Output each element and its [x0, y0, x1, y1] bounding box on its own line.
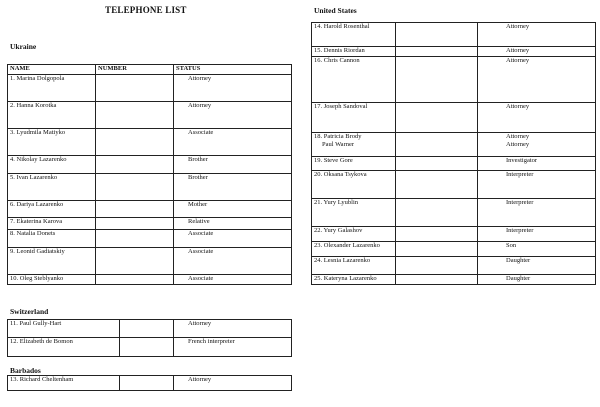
contact-status: Attorney — [478, 57, 596, 103]
table-row — [8, 102, 292, 129]
contact-number — [396, 227, 478, 242]
table-row — [8, 201, 292, 218]
contact-number — [396, 23, 478, 47]
table-row — [312, 157, 596, 171]
table-row — [312, 275, 596, 285]
table-row — [8, 275, 292, 285]
contact-name: 3. Lyudmila Matiyko — [8, 129, 96, 156]
contact-status: Daughter — [478, 275, 596, 285]
contact-status: Interpreter — [478, 171, 596, 199]
contact-status: Interpreter — [478, 227, 596, 242]
contact-name: 22. Yury Galashov — [312, 227, 396, 242]
contact-name: 15. Dennis Riordan — [312, 47, 396, 57]
table-row — [312, 242, 596, 257]
contact-number — [396, 257, 478, 275]
contact-name: 25. Kateryna Lazarenko — [312, 275, 396, 285]
contact-name: 5. Ivan Lazarenko — [8, 174, 96, 201]
table-row — [312, 133, 596, 157]
contact-name: 20. Oksana Tsykova — [312, 171, 396, 199]
contact-name: 7. Ekaterina Karova — [8, 218, 96, 230]
table-row — [312, 103, 596, 133]
table-row — [8, 218, 292, 230]
contact-name: 11. Paul Gully-Hart — [8, 320, 120, 338]
contact-number — [396, 57, 478, 103]
contact-number — [396, 242, 478, 257]
contact-status: Attorney — [478, 103, 596, 133]
contact-name: 18. Patricia Brody — [314, 133, 362, 140]
united-states-table — [311, 22, 596, 285]
table-row — [8, 376, 292, 391]
contact-name: 17. Joseph Sandoval — [312, 103, 396, 133]
contact-status: Associate — [174, 129, 292, 156]
contact-status: Attorney — [174, 102, 292, 129]
table-row — [8, 174, 292, 201]
contact-status-group — [478, 133, 596, 157]
contact-name: Paul Warner — [322, 141, 355, 148]
contact-status: Brother — [174, 156, 292, 174]
table-row — [312, 199, 596, 227]
contact-name: 23. Olexander Lazarenko — [312, 242, 396, 257]
contact-number — [396, 47, 478, 57]
contact-number — [396, 171, 478, 199]
contact-name: 9. Leonid Gadiatskiy — [8, 248, 96, 275]
contact-name: 21. Yury Lyublin — [312, 199, 396, 227]
contact-name: 16. Chris Cannon — [312, 57, 396, 103]
contact-number — [396, 133, 478, 157]
contact-status: Attorney — [506, 133, 530, 140]
contact-status: Attorney — [174, 376, 292, 391]
contact-status: Associate — [174, 230, 292, 248]
contact-status: Attorney — [506, 141, 530, 148]
contact-status: Son — [478, 242, 596, 257]
contact-name: 19. Steve Gore — [312, 157, 396, 171]
contact-name: 4. Nikolay Lazarenko — [8, 156, 96, 174]
country-heading-ukraine: Ukraine — [10, 42, 37, 51]
country-heading-united-states: United States — [314, 6, 357, 15]
table-row — [8, 230, 292, 248]
contact-status: Investigator — [478, 157, 596, 171]
page-title: TELEPHONE LIST — [105, 5, 187, 15]
table-row — [8, 248, 292, 275]
contact-name: 14. Harold Rosenthal — [312, 23, 396, 47]
table-row — [8, 129, 292, 156]
contact-name: 8. Natalia Donets — [8, 230, 96, 248]
contact-status: French interpreter — [174, 338, 292, 357]
contact-status: Attorney — [174, 75, 292, 102]
table-row — [8, 338, 292, 357]
country-heading-switzerland: Switzerland — [10, 307, 49, 316]
contact-number — [96, 75, 174, 102]
column-header-name: NAME — [8, 65, 96, 75]
table-row — [312, 23, 596, 47]
contact-name: 12. Elizabeth de Bomon — [8, 338, 120, 357]
contact-number — [396, 157, 478, 171]
table-row — [8, 75, 292, 102]
contact-name: 1. Marina Dolgopola — [8, 75, 96, 102]
contact-number — [120, 376, 174, 391]
contact-number — [120, 338, 174, 357]
contact-number — [96, 218, 174, 230]
contact-status: Interpreter — [478, 199, 596, 227]
table-row — [312, 57, 596, 103]
contact-number — [396, 199, 478, 227]
contact-status: Relative — [174, 218, 292, 230]
table-row — [312, 227, 596, 242]
contact-status: Associate — [174, 248, 292, 275]
contact-number — [396, 275, 478, 285]
table-header-row — [8, 65, 292, 75]
contact-name: 6. Dariya Lazarenko — [8, 201, 96, 218]
contact-status: Mother — [174, 201, 292, 218]
contact-status: Attorney — [174, 320, 292, 338]
contact-name-group — [312, 133, 396, 157]
contact-status: Attorney — [478, 23, 596, 47]
contact-number — [96, 230, 174, 248]
table-row — [8, 320, 292, 338]
contact-number — [96, 129, 174, 156]
switzerland-table — [7, 319, 292, 357]
contact-number — [120, 320, 174, 338]
table-row — [8, 156, 292, 174]
contact-name: 24. Lesnia Lazarenko — [312, 257, 396, 275]
contact-number — [96, 248, 174, 275]
contact-number — [96, 156, 174, 174]
table-row — [312, 257, 596, 275]
column-header-number: NUMBER — [96, 65, 174, 75]
contact-number — [396, 103, 478, 133]
contact-number — [96, 102, 174, 129]
contact-status: Associate — [174, 275, 292, 285]
barbados-table — [7, 375, 292, 391]
table-row — [312, 47, 596, 57]
country-heading-barbados: Barbados — [10, 366, 41, 375]
contact-number — [96, 174, 174, 201]
contact-number — [96, 201, 174, 218]
contact-status: Attorney — [478, 47, 596, 57]
contact-status: Daughter — [478, 257, 596, 275]
contact-name: 10. Oleg Steblyanko — [8, 275, 96, 285]
contact-name: 2. Hanna Korotka — [8, 102, 96, 129]
contact-status: Brother — [174, 174, 292, 201]
table-row — [312, 171, 596, 199]
contact-number — [96, 275, 174, 285]
column-header-status: STATUS — [174, 65, 292, 75]
contact-name: 13. Richard Cheltenham — [8, 376, 120, 391]
ukraine-table — [7, 64, 292, 285]
